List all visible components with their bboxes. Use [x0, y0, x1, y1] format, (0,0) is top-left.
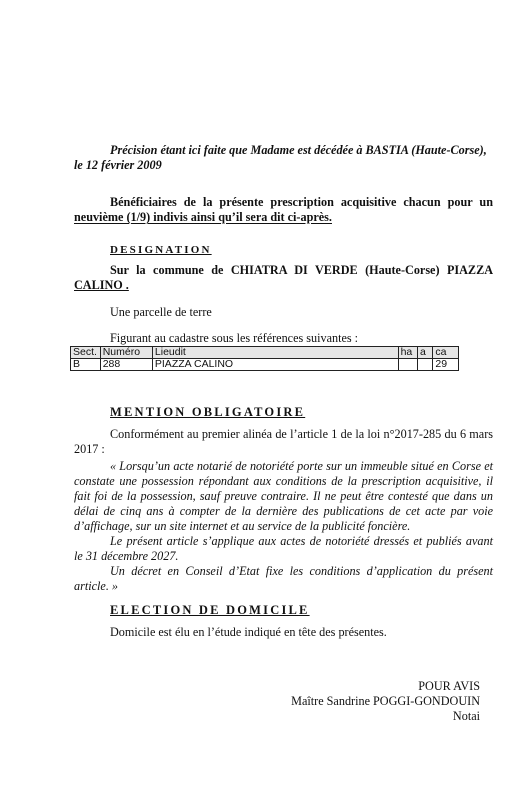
col-header-numero: Numéro [100, 347, 152, 359]
quote-line-6: Le présent article s’applique aux actes de notoriété dressés et publiés avant [110, 534, 493, 548]
cadastre-table [70, 346, 459, 371]
election-text: Domicile est élu en l’étude indiqué en tête des présentes. [110, 625, 387, 639]
cell-ha [398, 359, 417, 371]
quote-line-4: délai de cinq ans à compter de la dernière des publications de cet acte par voie [74, 504, 493, 518]
col-header-ha: ha [398, 347, 417, 359]
precision-line-2: le 12 février 2009 [74, 158, 162, 172]
cell-a [418, 359, 433, 371]
signatory-title: Notai [452, 709, 480, 723]
designation-heading: DESIGNATION [110, 244, 212, 256]
commune-line-2: CALINO . [74, 278, 129, 292]
table-row [71, 359, 459, 371]
quote-line-9: article. » [74, 579, 119, 593]
beneficiaires-line-1: Bénéficiaires de la présente prescription acquisitive chacun pour un [110, 195, 493, 209]
signatory-name: Maître Sandrine POGGI-GONDOUIN [291, 694, 480, 708]
signature-block [291, 679, 480, 724]
commune-paragraph [74, 263, 493, 293]
commune-line-1: Sur la commune de CHIATRA DI VERDE (Haute-Corse) PIAZZA [110, 263, 493, 277]
beneficiaires-paragraph [74, 195, 493, 225]
precision-line-1: Précision étant ici faite que Madame est décédée à BASTIA (Haute-Corse), [110, 143, 487, 157]
parcelle-text: Une parcelle de terre [110, 305, 212, 319]
cell-ca: 29 [433, 359, 459, 371]
cell-sect: B [71, 359, 101, 371]
quote-line-1: « Lorsqu’un acte notarié de notoriété porte sur un immeuble situé en Corse et [110, 459, 493, 473]
quote-line-3: fait foi de la possession, sauf preuve contraire. Il ne peut être contesté que dans un [74, 489, 493, 503]
mention-intro-line-1: Conformément au premier alinéa de l’article 1 de la loi n°2017-285 du 6 mars [110, 427, 493, 441]
quote-line-2: constate une possession répondant aux conditions de la prescription acquisitive, il [74, 474, 493, 488]
quote-line-7: le 31 décembre 2027. [74, 549, 179, 563]
col-header-lieudit: Lieudit [152, 347, 398, 359]
cell-numero: 288 [100, 359, 152, 371]
col-header-a: a [418, 347, 433, 359]
cadastre-intro: Figurant au cadastre sous les références suivantes : [110, 331, 359, 345]
quote-line-8: Un décret en Conseil d’Etat fixe les conditions d’application du présent [110, 564, 493, 578]
col-header-sect: Sect. [71, 347, 101, 359]
cadastre-header-row [71, 347, 459, 359]
pour-avis: POUR AVIS [418, 679, 480, 693]
election-heading: ELECTION DE DOMICILE [110, 603, 310, 617]
mention-quote [74, 459, 493, 594]
precision-paragraph [74, 143, 493, 173]
col-header-ca: ca [433, 347, 459, 359]
quote-line-5: d’affichage, sur un site internet et au service de la publicité foncière. [74, 519, 411, 533]
mention-intro-line-2: 2017 : [74, 442, 105, 456]
mention-intro [74, 427, 493, 457]
beneficiaires-line-2: neuvième (1/9) indivis ainsi qu’il sera dit ci-après. [74, 210, 332, 224]
mention-heading: MENTION OBLIGATOIRE [110, 405, 306, 419]
cell-lieudit: PIAZZA CALINO [152, 359, 398, 371]
